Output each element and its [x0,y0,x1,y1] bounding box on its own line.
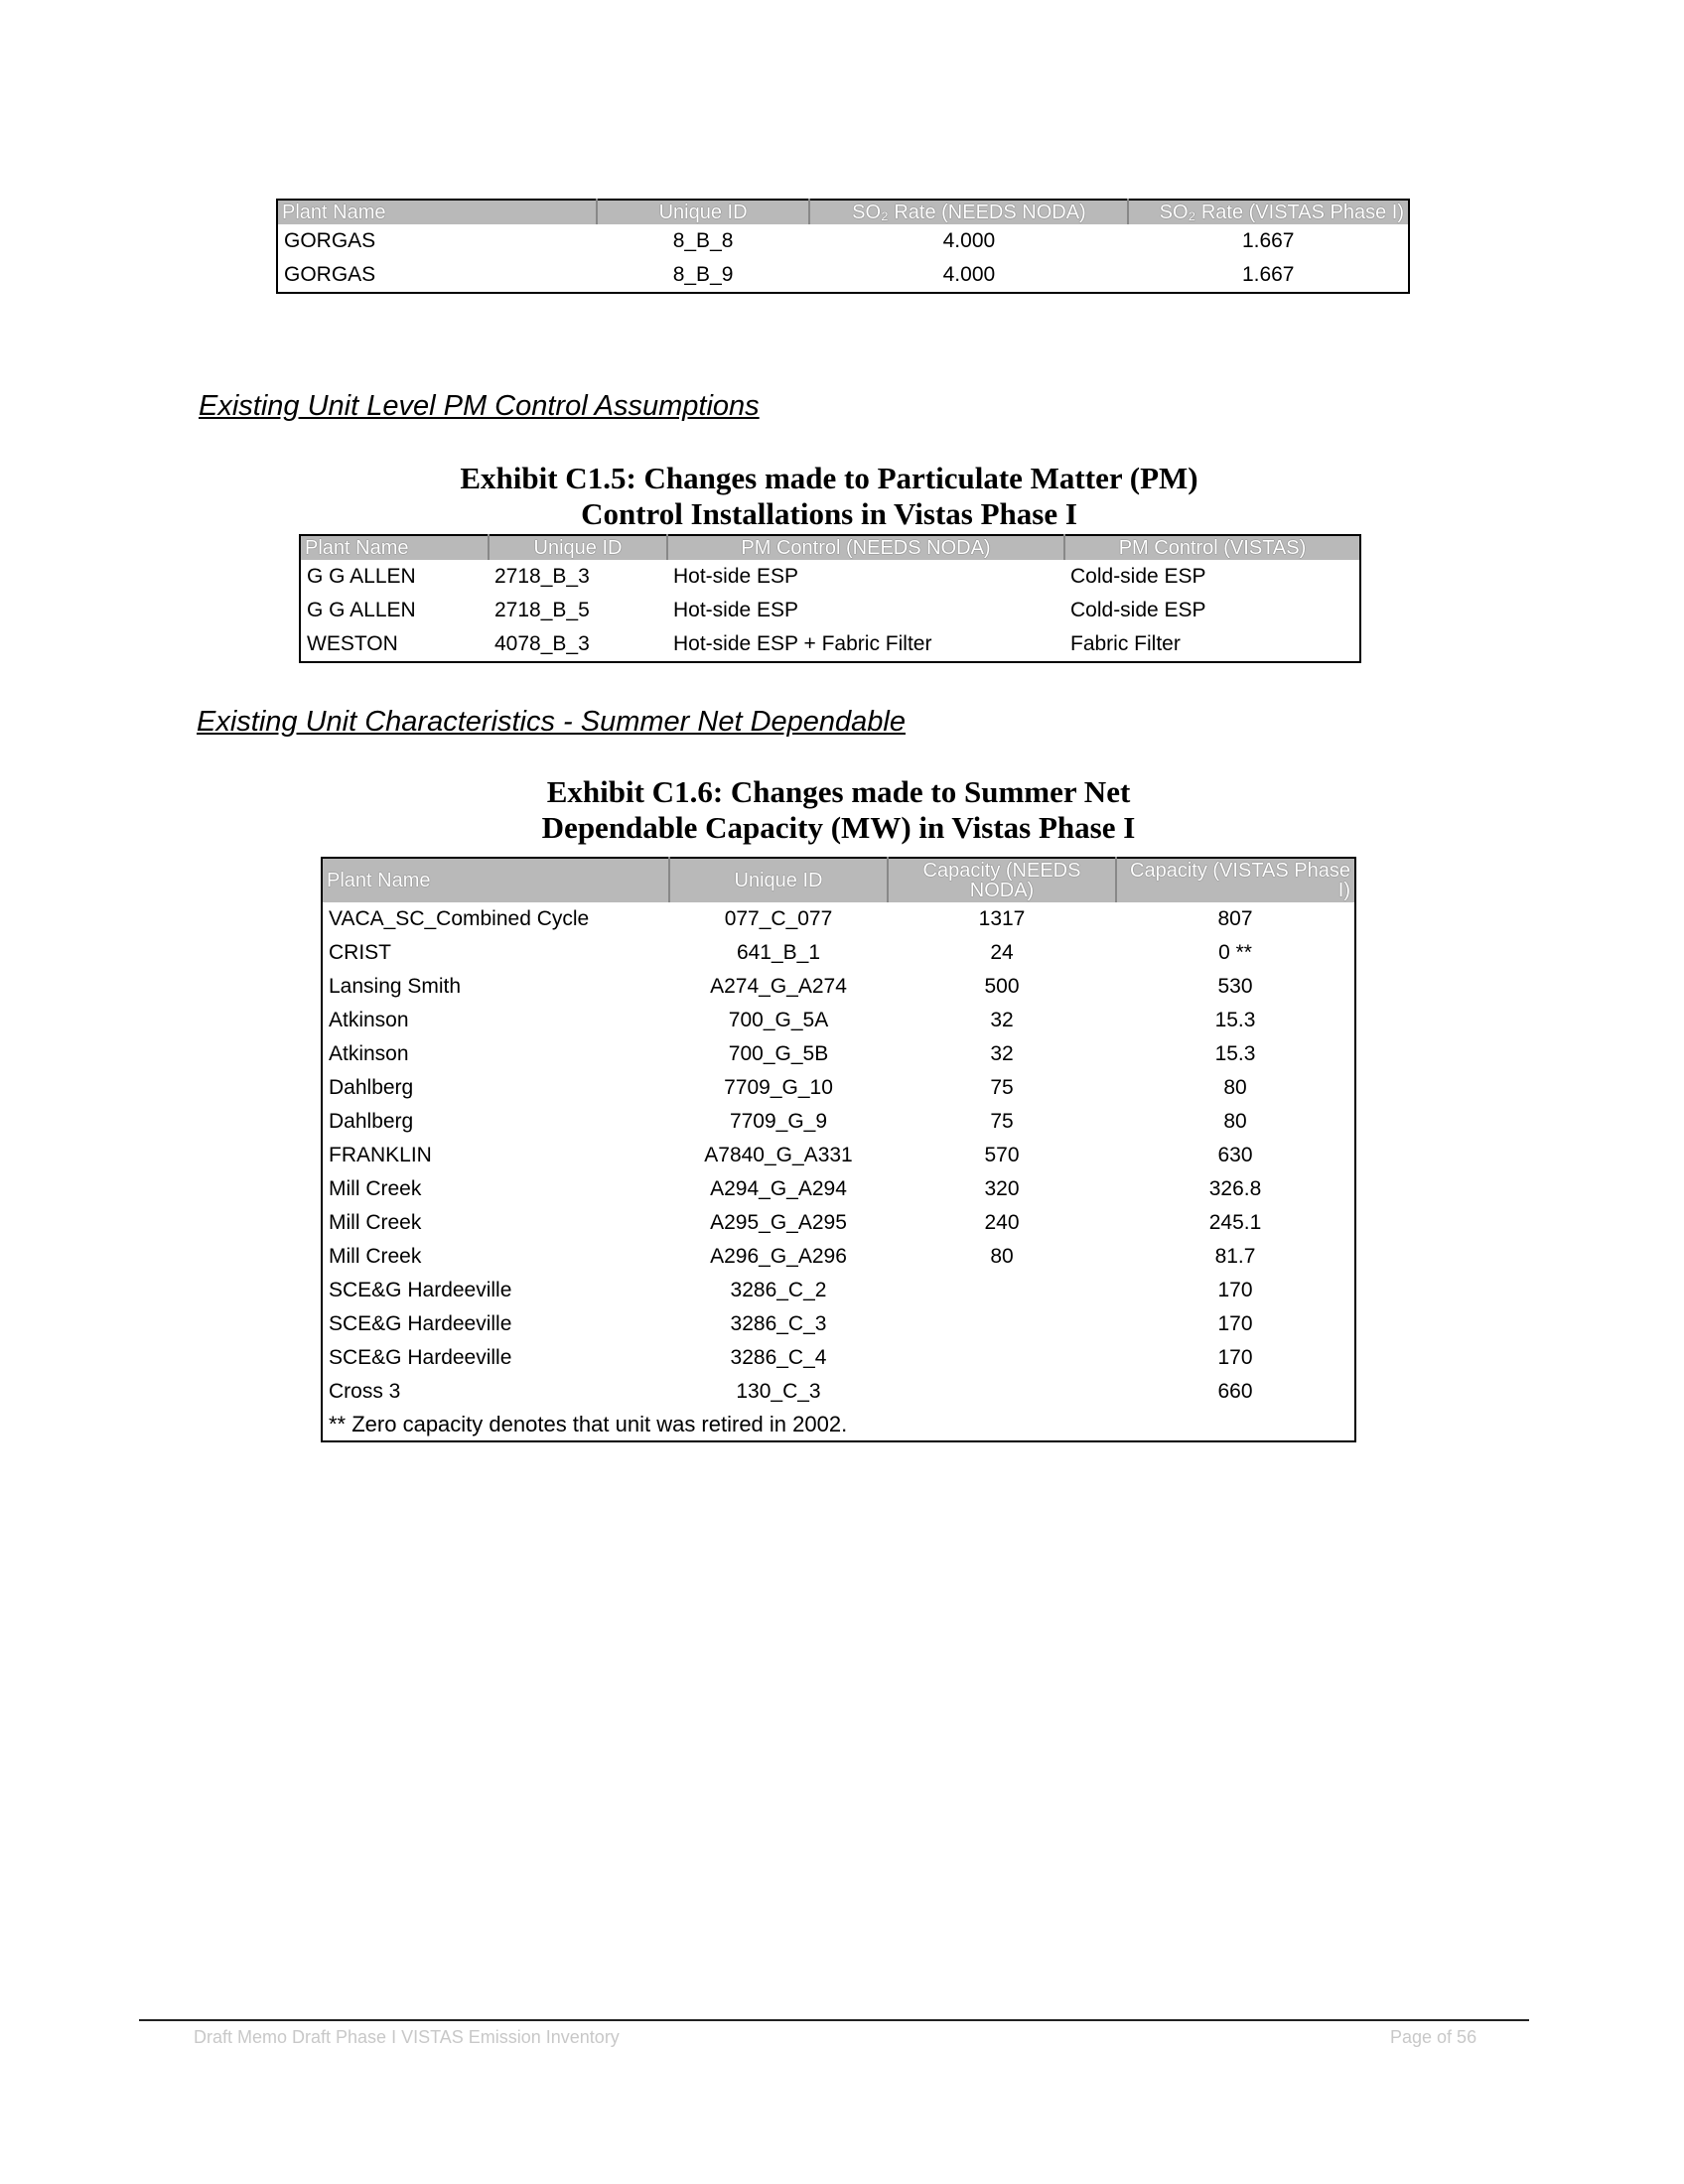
table-row [322,1307,1355,1341]
col-header-plant-name: Plant Name [277,200,597,224]
table-cell: 15.3 [1214,1009,1256,1031]
table-cell: 320 [984,1177,1020,1200]
table-cell: Fabric Filter [1070,632,1181,655]
col-header-unique-id: Unique ID [597,200,810,224]
table-cell: 500 [984,975,1020,998]
table-row [322,1341,1355,1375]
table-row [322,1105,1355,1139]
table-cell: 15.3 [1214,1042,1256,1065]
table-cell: Mill Creek [329,1245,422,1268]
table-cell [888,1307,1116,1341]
table-cell: 170 [1217,1312,1253,1335]
table-row [322,1375,1355,1409]
table-row [322,1172,1355,1206]
table-row [322,936,1355,970]
table-cell: 170 [1217,1279,1253,1301]
table-cell: 660 [1217,1380,1253,1403]
table-cell: Hot-side ESP [673,599,799,621]
table-cell: 7709_G_9 [729,1110,828,1133]
col-header-plant-name: Plant Name [322,858,669,902]
table-cell: Hot-side ESP + Fabric Filter [673,632,932,655]
table-cell: SCE&G Hardeeville [329,1346,512,1369]
table-cell: 1.667 [1241,229,1295,252]
table-cell: 130_C_3 [736,1380,821,1403]
table-header-row [277,200,1409,224]
col-header-unique-id: Unique ID [669,858,888,902]
table-cell: 8_B_9 [672,263,734,286]
table-cell: GORGAS [284,229,376,252]
table-row [300,560,1360,594]
table-cell: FRANKLIN [329,1144,432,1166]
table-row [300,594,1360,627]
table-row [322,970,1355,1004]
table-cell: GORGAS [284,263,376,286]
col-header-pm-vistas: PM Control (VISTAS) [1064,535,1360,560]
table-cell: 3286_C_2 [730,1279,827,1301]
footer-rule [139,2019,1529,2021]
table-cell: 1.667 [1241,263,1295,286]
col-header-capacity-needs: Capacity (NEEDS NODA) [888,858,1116,902]
table-cell: SCE&G Hardeeville [329,1312,512,1335]
table-row [322,902,1355,936]
table-cell: Cold-side ESP [1070,565,1206,588]
table-cell: 077_C_077 [724,907,833,930]
table-cell: Atkinson [329,1009,409,1031]
table-row [322,1004,1355,1037]
table-cell: Dahlberg [329,1076,414,1099]
table-cell: 80 [1223,1110,1247,1133]
col-header-so2-needs: SO₂ Rate (NEEDS NODA) [809,200,1128,224]
col-header-pm-needs: PM Control (NEEDS NODA) [667,535,1064,560]
table-cell: 3286_C_3 [730,1312,827,1335]
table-cell [888,1375,1116,1409]
table-cell: 700_G_5B [728,1042,829,1065]
table-cell: 80 [1223,1076,1247,1099]
col-header-so2-vistas: SO₂ Rate (VISTAS Phase I) [1128,200,1409,224]
table-cell: 245.1 [1208,1211,1262,1234]
exhibit-c16-title [321,774,1356,846]
col-header-unique-id: Unique ID [489,535,667,560]
table-cell [888,1274,1116,1307]
table-cell: 75 [990,1110,1014,1133]
footer-page-number: Page of 56 [1390,2027,1477,2047]
table-cell: CRIST [329,941,391,964]
table-cell: 32 [990,1042,1014,1065]
table-cell: 1317 [978,907,1026,930]
table-cell: Atkinson [329,1042,409,1065]
table-cell: A296_G_A296 [710,1245,847,1268]
table-row [322,1139,1355,1172]
table-cell: 2718_B_3 [494,565,590,588]
table-cell: 3286_C_4 [730,1346,827,1369]
table-cell: SCE&G Hardeeville [329,1279,512,1301]
exhibit-c15-title [298,461,1360,532]
exhibit-c15-title-line1: Exhibit C1.5: Changes made to Particulate Matter (PM) [460,461,1198,495]
table-row [322,1274,1355,1307]
table-cell: 0 ** [1218,941,1252,964]
pm-control-table [299,534,1361,663]
table-cell: G G ALLEN [307,599,416,621]
table-cell: 7709_G_10 [724,1076,833,1099]
table-cell: VACA_SC_Combined Cycle [329,907,590,930]
section-heading-pm: Existing Unit Level PM Control Assumptions [199,390,760,422]
so2-rate-table [276,199,1410,294]
table-cell: 81.7 [1214,1245,1256,1268]
table-cell: 80 [990,1245,1014,1268]
table-cell: WESTON [307,632,398,655]
table-cell: A7840_G_A331 [704,1144,853,1166]
table-cell: 75 [990,1076,1014,1099]
exhibit-c16-title-line1: Exhibit C1.6: Changes made to Summer Net [546,774,1131,809]
capacity-note: ** Zero capacity denotes that unit was retired in 2002. [329,1412,848,1436]
exhibit-c15-title-line2: Control Installations in Vistas Phase I [581,496,1077,531]
section-heading-summer: Existing Unit Characteristics - Summer Net Dependable [197,706,906,738]
capacity-table [321,857,1356,1442]
table-cell: 8_B_8 [672,229,734,252]
table-row [277,258,1409,293]
exhibit-c16-title-line2: Dependable Capacity (MW) in Vistas Phase I [541,810,1136,845]
table-cell: Mill Creek [329,1177,422,1200]
table-cell: 326.8 [1208,1177,1262,1200]
table-cell: 4.000 [942,229,996,252]
table-cell [888,1341,1116,1375]
table-cell: Hot-side ESP [673,565,799,588]
table-header-row [322,858,1355,902]
table-cell: 570 [984,1144,1020,1166]
table-cell: Cold-side ESP [1070,599,1206,621]
table-cell: 630 [1217,1144,1253,1166]
table-cell: 530 [1217,975,1253,998]
table-row [300,627,1360,662]
table-row [322,1071,1355,1105]
table-cell: 2718_B_5 [494,599,590,621]
table-header-row [300,535,1360,560]
table-cell: Lansing Smith [329,975,462,998]
table-row [277,224,1409,258]
table-cell: A274_G_A274 [710,975,847,998]
table-cell: 32 [990,1009,1014,1031]
table-cell: Cross 3 [329,1380,401,1403]
table-note-row [322,1409,1355,1441]
table-cell: 4078_B_3 [494,632,590,655]
table-cell: Mill Creek [329,1211,422,1234]
footer-left-text: Draft Memo Draft Phase I VISTAS Emission Inventory [194,2027,620,2047]
col-header-capacity-vistas: Capacity (VISTAS Phase I) [1116,858,1355,902]
table-cell: 4.000 [942,263,996,286]
col-header-plant-name: Plant Name [300,535,489,560]
table-cell: Dahlberg [329,1110,414,1133]
table-cell: A295_G_A295 [710,1211,847,1234]
table-cell: G G ALLEN [307,565,416,588]
table-cell: A294_G_A294 [710,1177,847,1200]
table-row [322,1240,1355,1274]
table-row [322,1037,1355,1071]
table-cell: 24 [990,941,1014,964]
table-cell: 641_B_1 [736,941,821,964]
table-row [322,1206,1355,1240]
table-cell: 807 [1217,907,1253,930]
table-cell: 170 [1217,1346,1253,1369]
table-cell: 700_G_5A [728,1009,829,1031]
table-cell: 240 [984,1211,1020,1234]
